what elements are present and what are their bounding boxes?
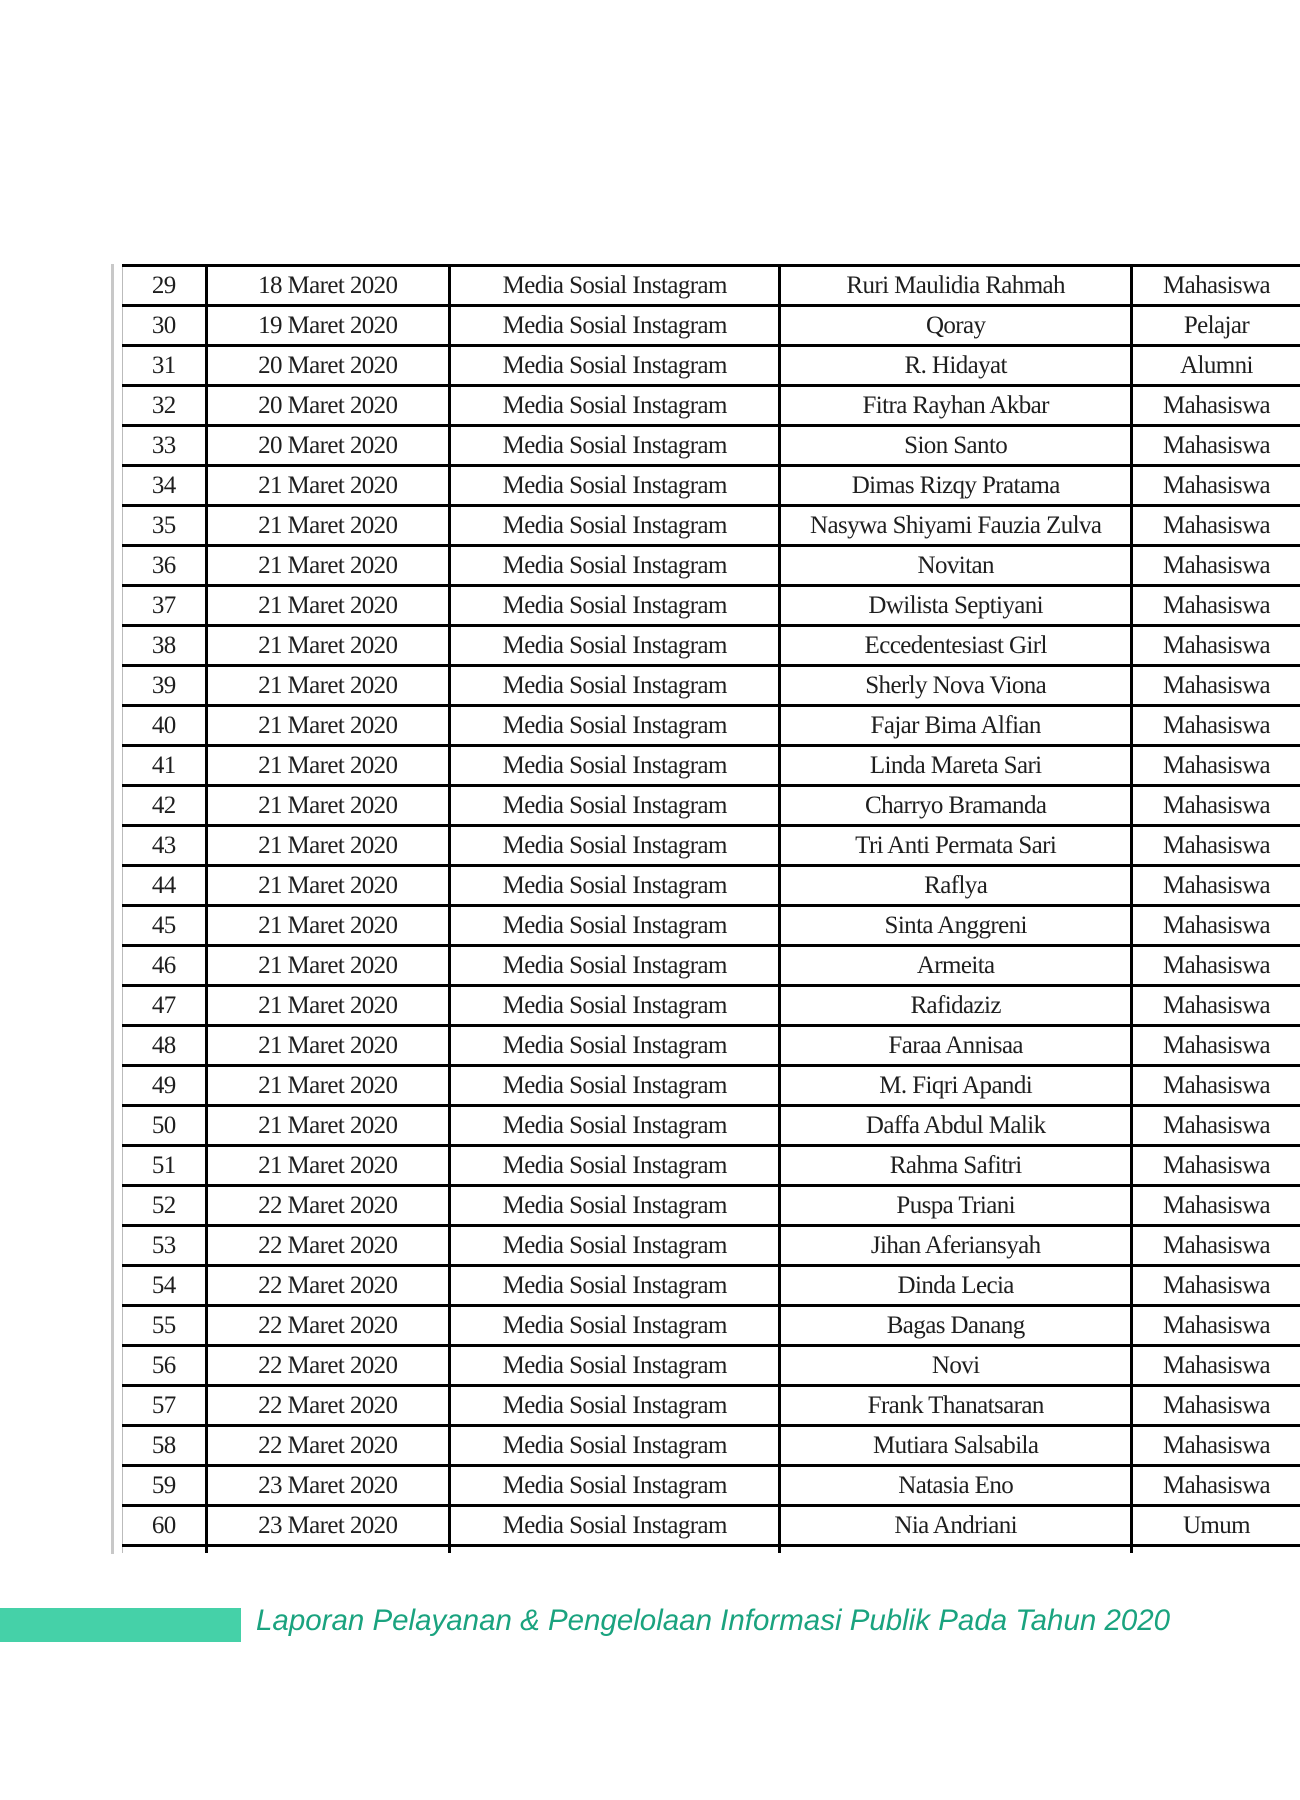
cell-row-number: 46 <box>123 946 207 986</box>
table-row-continuation <box>123 1546 1300 1554</box>
cell-channel: Media Sosial Instagram <box>450 1026 780 1066</box>
cell-channel: Media Sosial Instagram <box>450 706 780 746</box>
request-log-table <box>122 264 1300 1553</box>
table-row <box>123 1186 1300 1226</box>
cell-category: Mahasiswa <box>1131 1106 1300 1146</box>
cell-date: 22 Maret 2020 <box>206 1226 449 1266</box>
cell-requester-name: Sion Santo <box>780 426 1132 466</box>
cell-category: Mahasiswa <box>1131 826 1300 866</box>
cell-requester-name: Dinda Lecia <box>780 1266 1132 1306</box>
cell-requester-name: Daffa Abdul Malik <box>780 1106 1132 1146</box>
cell-category: Mahasiswa <box>1131 266 1300 306</box>
cell-channel: Media Sosial Instagram <box>450 1226 780 1266</box>
cell-requester-name: Dwilista Septiyani <box>780 586 1132 626</box>
table-row <box>123 1026 1300 1066</box>
cell-category: Mahasiswa <box>1131 1186 1300 1226</box>
cell-row-number: 59 <box>123 1466 207 1506</box>
cell-category: Alumni <box>1131 346 1300 386</box>
cell-channel: Media Sosial Instagram <box>450 946 780 986</box>
cell-channel: Media Sosial Instagram <box>450 1146 780 1186</box>
table-row <box>123 666 1300 706</box>
cell-channel: Media Sosial Instagram <box>450 986 780 1026</box>
cell-date: 22 Maret 2020 <box>206 1306 449 1346</box>
table-row <box>123 946 1300 986</box>
cell-row-number: 43 <box>123 826 207 866</box>
cell-channel: Media Sosial Instagram <box>450 466 780 506</box>
cell-requester-name: Mutiara Salsabila <box>780 1426 1132 1466</box>
cell-category: Mahasiswa <box>1131 1066 1300 1106</box>
cell-row-number: 32 <box>123 386 207 426</box>
table-row <box>123 626 1300 666</box>
cell-category: Mahasiswa <box>1131 1426 1300 1466</box>
cell-date: 23 Maret 2020 <box>206 1466 449 1506</box>
cell-category: Mahasiswa <box>1131 986 1300 1026</box>
cell-empty <box>780 1546 1132 1554</box>
cell-row-number: 40 <box>123 706 207 746</box>
cell-channel: Media Sosial Instagram <box>450 786 780 826</box>
cell-requester-name: Fitra Rayhan Akbar <box>780 386 1132 426</box>
cell-requester-name: Qoray <box>780 306 1132 346</box>
cell-row-number: 37 <box>123 586 207 626</box>
cell-requester-name: Charryo Bramanda <box>780 786 1132 826</box>
table-row <box>123 826 1300 866</box>
cell-row-number: 30 <box>123 306 207 346</box>
cell-category: Umum <box>1131 1506 1300 1546</box>
cell-row-number: 49 <box>123 1066 207 1106</box>
cell-row-number: 29 <box>123 266 207 306</box>
table-row <box>123 986 1300 1026</box>
table-body <box>123 266 1300 1554</box>
cell-requester-name: Armeita <box>780 946 1132 986</box>
cell-requester-name: Dimas Rizqy Pratama <box>780 466 1132 506</box>
cell-date: 20 Maret 2020 <box>206 346 449 386</box>
cell-requester-name: Nia Andriani <box>780 1506 1132 1546</box>
table-row <box>123 1386 1300 1426</box>
cell-category: Mahasiswa <box>1131 1226 1300 1266</box>
cell-category: Mahasiswa <box>1131 586 1300 626</box>
cell-empty <box>450 1546 780 1554</box>
cell-date: 21 Maret 2020 <box>206 586 449 626</box>
cell-date: 21 Maret 2020 <box>206 626 449 666</box>
footer-title: Laporan Pelayanan & Pengelolaan Informasi Publik Pada Tahun 2020 <box>256 1604 1171 1637</box>
cell-channel: Media Sosial Instagram <box>450 666 780 706</box>
cell-category: Mahasiswa <box>1131 666 1300 706</box>
cell-row-number: 38 <box>123 626 207 666</box>
table-row <box>123 426 1300 466</box>
cell-category: Mahasiswa <box>1131 1146 1300 1186</box>
cell-empty <box>1131 1546 1300 1554</box>
cell-category: Mahasiswa <box>1131 706 1300 746</box>
cell-requester-name: Fajar Bima Alfian <box>780 706 1132 746</box>
cell-row-number: 57 <box>123 1386 207 1426</box>
table-row <box>123 706 1300 746</box>
cell-requester-name: Faraa Annisaa <box>780 1026 1132 1066</box>
cell-date: 21 Maret 2020 <box>206 946 449 986</box>
cell-requester-name: Eccedentesiast Girl <box>780 626 1132 666</box>
cell-channel: Media Sosial Instagram <box>450 746 780 786</box>
cell-date: 21 Maret 2020 <box>206 466 449 506</box>
cell-channel: Media Sosial Instagram <box>450 426 780 466</box>
cell-channel: Media Sosial Instagram <box>450 1266 780 1306</box>
cell-date: 21 Maret 2020 <box>206 1146 449 1186</box>
cell-row-number: 35 <box>123 506 207 546</box>
cell-category: Mahasiswa <box>1131 1466 1300 1506</box>
table-row <box>123 506 1300 546</box>
cell-channel: Media Sosial Instagram <box>450 906 780 946</box>
cell-channel: Media Sosial Instagram <box>450 1106 780 1146</box>
cell-requester-name: Linda Mareta Sari <box>780 746 1132 786</box>
cell-category: Mahasiswa <box>1131 426 1300 466</box>
cell-channel: Media Sosial Instagram <box>450 1506 780 1546</box>
sheet-gutter-line <box>111 264 114 1554</box>
table-row <box>123 1306 1300 1346</box>
cell-row-number: 53 <box>123 1226 207 1266</box>
cell-requester-name: Tri Anti Permata Sari <box>780 826 1132 866</box>
cell-requester-name: Bagas Danang <box>780 1306 1132 1346</box>
cell-date: 22 Maret 2020 <box>206 1346 449 1386</box>
cell-date: 20 Maret 2020 <box>206 386 449 426</box>
cell-date: 18 Maret 2020 <box>206 266 449 306</box>
cell-requester-name: Novi <box>780 1346 1132 1386</box>
cell-category: Mahasiswa <box>1131 1306 1300 1346</box>
cell-empty <box>206 1546 449 1554</box>
cell-requester-name: Rafidaziz <box>780 986 1132 1026</box>
cell-date: 21 Maret 2020 <box>206 986 449 1026</box>
cell-channel: Media Sosial Instagram <box>450 1306 780 1346</box>
cell-date: 21 Maret 2020 <box>206 506 449 546</box>
cell-requester-name: Nasywa Shiyami Fauzia Zulva <box>780 506 1132 546</box>
cell-requester-name: Puspa Triani <box>780 1186 1132 1226</box>
cell-channel: Media Sosial Instagram <box>450 626 780 666</box>
footer-accent-bar <box>0 1608 241 1642</box>
cell-date: 21 Maret 2020 <box>206 866 449 906</box>
cell-row-number: 60 <box>123 1506 207 1546</box>
cell-channel: Media Sosial Instagram <box>450 346 780 386</box>
cell-date: 21 Maret 2020 <box>206 906 449 946</box>
table-row <box>123 546 1300 586</box>
table-row <box>123 466 1300 506</box>
cell-requester-name: Frank Thanatsaran <box>780 1386 1132 1426</box>
table-row <box>123 1466 1300 1506</box>
table-row <box>123 306 1300 346</box>
cell-channel: Media Sosial Instagram <box>450 1066 780 1106</box>
table-row <box>123 1226 1300 1266</box>
table-row <box>123 1106 1300 1146</box>
cell-row-number: 48 <box>123 1026 207 1066</box>
cell-row-number: 47 <box>123 986 207 1026</box>
cell-category: Mahasiswa <box>1131 866 1300 906</box>
table-row <box>123 386 1300 426</box>
cell-date: 21 Maret 2020 <box>206 786 449 826</box>
cell-row-number: 36 <box>123 546 207 586</box>
cell-requester-name: Sherly Nova Viona <box>780 666 1132 706</box>
cell-empty <box>123 1546 207 1554</box>
cell-requester-name: Novitan <box>780 546 1132 586</box>
cell-category: Mahasiswa <box>1131 506 1300 546</box>
cell-category: Mahasiswa <box>1131 1346 1300 1386</box>
cell-date: 20 Maret 2020 <box>206 426 449 466</box>
cell-requester-name: Rahma Safitri <box>780 1146 1132 1186</box>
cell-date: 21 Maret 2020 <box>206 746 449 786</box>
cell-date: 21 Maret 2020 <box>206 666 449 706</box>
cell-category: Mahasiswa <box>1131 1266 1300 1306</box>
cell-category: Mahasiswa <box>1131 466 1300 506</box>
cell-row-number: 50 <box>123 1106 207 1146</box>
table-row <box>123 1506 1300 1546</box>
cell-row-number: 44 <box>123 866 207 906</box>
cell-date: 22 Maret 2020 <box>206 1426 449 1466</box>
cell-date: 22 Maret 2020 <box>206 1386 449 1426</box>
cell-requester-name: Ruri Maulidia Rahmah <box>780 266 1132 306</box>
table-row <box>123 866 1300 906</box>
cell-date: 21 Maret 2020 <box>206 1026 449 1066</box>
cell-channel: Media Sosial Instagram <box>450 1386 780 1426</box>
cell-requester-name: M. Fiqri Apandi <box>780 1066 1132 1106</box>
cell-date: 21 Maret 2020 <box>206 826 449 866</box>
table-row <box>123 1066 1300 1106</box>
cell-row-number: 58 <box>123 1426 207 1466</box>
cell-requester-name: Sinta Anggreni <box>780 906 1132 946</box>
cell-row-number: 56 <box>123 1346 207 1386</box>
cell-category: Pelajar <box>1131 306 1300 346</box>
cell-date: 22 Maret 2020 <box>206 1186 449 1226</box>
cell-row-number: 54 <box>123 1266 207 1306</box>
cell-channel: Media Sosial Instagram <box>450 546 780 586</box>
table-row <box>123 1426 1300 1466</box>
cell-channel: Media Sosial Instagram <box>450 306 780 346</box>
cell-channel: Media Sosial Instagram <box>450 1346 780 1386</box>
table-row <box>123 906 1300 946</box>
cell-date: 21 Maret 2020 <box>206 1106 449 1146</box>
table-row <box>123 266 1300 306</box>
cell-date: 21 Maret 2020 <box>206 706 449 746</box>
cell-row-number: 33 <box>123 426 207 466</box>
cell-channel: Media Sosial Instagram <box>450 1186 780 1226</box>
table-row <box>123 786 1300 826</box>
cell-category: Mahasiswa <box>1131 386 1300 426</box>
cell-channel: Media Sosial Instagram <box>450 826 780 866</box>
cell-channel: Media Sosial Instagram <box>450 386 780 426</box>
cell-channel: Media Sosial Instagram <box>450 1466 780 1506</box>
cell-date: 21 Maret 2020 <box>206 1066 449 1106</box>
cell-channel: Media Sosial Instagram <box>450 586 780 626</box>
cell-category: Mahasiswa <box>1131 946 1300 986</box>
table-row <box>123 586 1300 626</box>
cell-row-number: 55 <box>123 1306 207 1346</box>
cell-category: Mahasiswa <box>1131 1386 1300 1426</box>
cell-date: 21 Maret 2020 <box>206 546 449 586</box>
cell-row-number: 34 <box>123 466 207 506</box>
cell-category: Mahasiswa <box>1131 906 1300 946</box>
cell-channel: Media Sosial Instagram <box>450 866 780 906</box>
cell-requester-name: R. Hidayat <box>780 346 1132 386</box>
cell-requester-name: Raflya <box>780 866 1132 906</box>
cell-row-number: 31 <box>123 346 207 386</box>
cell-channel: Media Sosial Instagram <box>450 506 780 546</box>
table-row <box>123 346 1300 386</box>
cell-row-number: 41 <box>123 746 207 786</box>
cell-requester-name: Jihan Aferiansyah <box>780 1226 1132 1266</box>
cell-row-number: 42 <box>123 786 207 826</box>
cell-category: Mahasiswa <box>1131 1026 1300 1066</box>
cell-category: Mahasiswa <box>1131 746 1300 786</box>
cell-date: 22 Maret 2020 <box>206 1266 449 1306</box>
cell-row-number: 45 <box>123 906 207 946</box>
cell-date: 19 Maret 2020 <box>206 306 449 346</box>
cell-row-number: 39 <box>123 666 207 706</box>
cell-date: 23 Maret 2020 <box>206 1506 449 1546</box>
cell-category: Mahasiswa <box>1131 786 1300 826</box>
cell-category: Mahasiswa <box>1131 626 1300 666</box>
table-row <box>123 1346 1300 1386</box>
cell-row-number: 52 <box>123 1186 207 1226</box>
table-row <box>123 1266 1300 1306</box>
cell-channel: Media Sosial Instagram <box>450 266 780 306</box>
cell-category: Mahasiswa <box>1131 546 1300 586</box>
table-row <box>123 1146 1300 1186</box>
cell-channel: Media Sosial Instagram <box>450 1426 780 1466</box>
cell-requester-name: Natasia Eno <box>780 1466 1132 1506</box>
table-row <box>123 746 1300 786</box>
cell-row-number: 51 <box>123 1146 207 1186</box>
